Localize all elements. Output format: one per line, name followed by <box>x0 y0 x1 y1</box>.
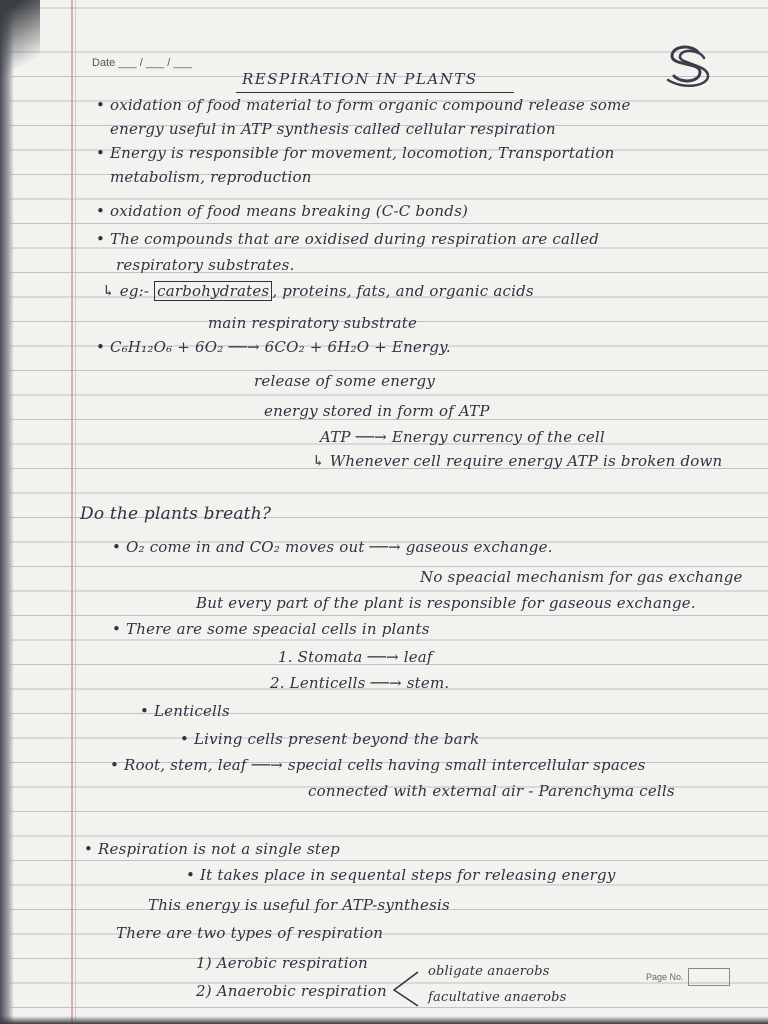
note-line: facultative anaerobs <box>428 990 567 1005</box>
note-line: • There are some speacial cells in plants <box>112 620 430 638</box>
page-number-box <box>688 968 730 986</box>
branch-bracket <box>390 968 420 1010</box>
note-line: There are two types of respiration <box>116 924 384 942</box>
note-line: energy stored in form of ATP <box>264 402 490 420</box>
boxed-term: carbohydrates <box>154 281 272 301</box>
page-corner-shadow <box>0 0 40 110</box>
note-line: energy useful in ATP synthesis called cellular respiration <box>110 120 556 138</box>
note-line: • Lenticells <box>140 702 230 720</box>
date-label: Date ___ / ___ / ___ <box>92 57 192 69</box>
margin-line <box>71 0 73 1024</box>
note-line: No speacial mechanism for gas exchange <box>420 568 743 586</box>
margin-line-inner <box>75 0 76 1024</box>
note-line: • C₆H₁₂O₆ + 6O₂ ──→ 6CO₂ + 6H₂O + Energy. <box>96 338 451 356</box>
example-prefix: ↳ eg:- <box>102 282 150 300</box>
note-line: ↳ Whenever cell require energy ATP is broken down <box>312 452 723 470</box>
note-line: release of some energy <box>254 372 436 390</box>
page-title: RESPIRATION IN PLANTS <box>242 70 478 88</box>
note-line: respiratory substrates. <box>116 256 295 274</box>
note-line: But every part of the plant is responsible for gaseous exchange. <box>196 594 696 612</box>
note-line: 1) Aerobic respiration <box>196 954 368 972</box>
section-heading: Do the plants breath? <box>80 504 272 524</box>
note-line: This energy is useful for ATP-synthesis <box>148 896 450 914</box>
note-line <box>102 282 534 300</box>
note-line: 2. Lenticells ──→ stem. <box>270 674 450 692</box>
title-underline <box>236 92 514 93</box>
note-line: connected with external air - Parenchyma cells <box>308 782 675 800</box>
note-line: 2) Anaerobic respiration <box>196 982 387 1000</box>
note-line: • Root, stem, leaf ──→ special cells having small intercellular spaces <box>110 756 646 774</box>
bottom-shadow <box>0 1016 768 1024</box>
note-line: ATP ──→ Energy currency of the cell <box>320 428 605 446</box>
note-line: • oxidation of food means breaking (C-C bonds) <box>96 202 469 220</box>
note-line: • It takes place in sequental steps for releasing energy <box>186 866 616 884</box>
note-line: • O₂ come in and CO₂ moves out ──→ gaseous exchange. <box>112 538 553 556</box>
note-line: • Living cells present beyond the bark <box>180 730 480 748</box>
note-line: 1. Stomata ──→ leaf <box>278 648 433 666</box>
note-line: main respiratory substrate <box>208 314 418 332</box>
s-logo-icon <box>660 44 714 88</box>
note-line: • The compounds that are oxidised during respiration are called <box>96 230 600 248</box>
example-rest: , proteins, fats, and organic acids <box>272 282 534 300</box>
page-number-label: Page No. <box>646 972 684 982</box>
note-line: metabolism, reproduction <box>110 168 312 186</box>
note-line: • oxidation of food material to form organic compound release some <box>96 96 631 114</box>
note-line: • Energy is responsible for movement, locomotion, Transportation <box>96 144 615 162</box>
note-line: obligate anaerobs <box>428 964 550 979</box>
note-line: • Respiration is not a single step <box>84 840 340 858</box>
page-edge-shadow <box>0 0 14 1024</box>
